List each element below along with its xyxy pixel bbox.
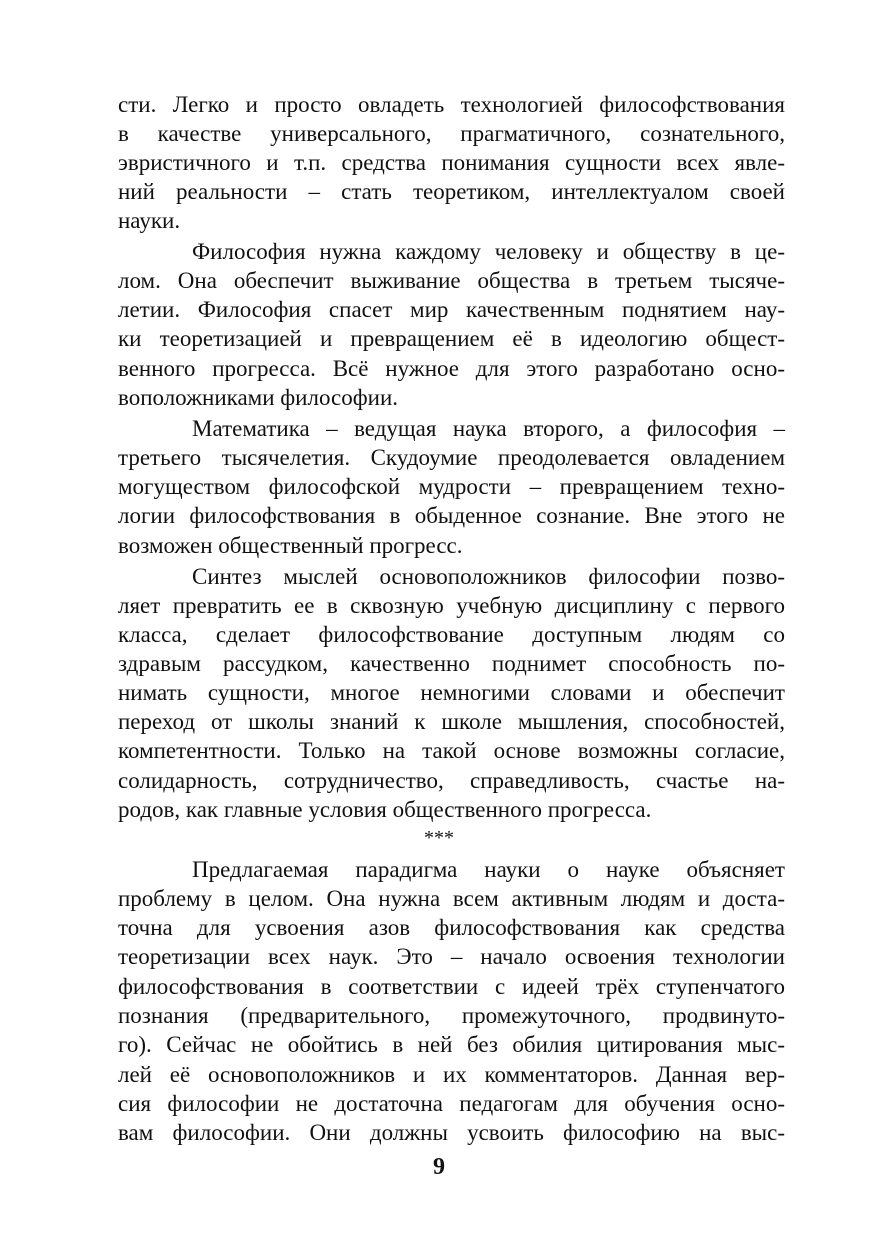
text-line: класса, сделает философствование доступным людям со bbox=[118, 622, 785, 647]
text-line: науки. bbox=[118, 208, 181, 233]
text-line: летии. Философия спасет мир качественным поднятием нау- bbox=[118, 297, 785, 322]
text-line: ки теоретизацией и превращением её в идеологию общест- bbox=[118, 326, 785, 351]
text-line: венного прогресса. Всё нужное для этого разработано осно- bbox=[118, 356, 785, 381]
text-line: воположниками философии. bbox=[118, 385, 399, 410]
text-line: третьего тысячелетия. Скудоумие преодолевается овладением bbox=[118, 445, 785, 470]
text-line: эвристичного и т.п. средства понимания сущности всех явле- bbox=[118, 150, 785, 175]
text-line: лом. Она обеспечит выживание общества в третьем тысяче- bbox=[118, 268, 785, 293]
text-line: здравым рассудком, качественно поднимет способность по- bbox=[118, 651, 785, 676]
text-line: Математика – ведущая наука второго, а философия – bbox=[192, 416, 785, 441]
text-line: сти. Легко и просто овладеть технологией философствования bbox=[118, 92, 785, 117]
text-line: солидарность, сотрудничество, справедливость, счастье на- bbox=[118, 768, 785, 793]
text-line: компетентности. Только на такой основе возможны согласие, bbox=[118, 738, 785, 763]
text-line: Синтез мыслей основоположников философии позво- bbox=[192, 564, 785, 589]
text-line: философствования в соответствии с идеей трёх ступенчатого bbox=[118, 974, 785, 999]
text-line: ляет превратить ее в сквозную учебную дисциплину с первого bbox=[118, 593, 785, 618]
text-line: в качестве универсального, прагматичного, сознательного, bbox=[118, 121, 785, 146]
text-line: переход от школы знаний к школе мышления, способностей, bbox=[118, 709, 785, 734]
text-line: нимать сущности, многое немногими словами и обеспечит bbox=[118, 680, 785, 705]
text-line: могуществом философской мудрости – превращением техно- bbox=[118, 474, 785, 499]
section-separator: *** bbox=[424, 827, 454, 849]
text-line: вам философии. Они должны усвоить философию на выс- bbox=[118, 1120, 785, 1145]
text-line: проблему в целом. Она нужна всем активным людям и доста- bbox=[118, 886, 785, 911]
page-number: 9 bbox=[433, 1154, 445, 1180]
text-line: возможен общественный прогресс. bbox=[118, 533, 463, 558]
text-line: сия философии не достаточна педагогам для обучения осно- bbox=[118, 1091, 785, 1116]
text-line: точна для усвоения азов философствования как средства bbox=[118, 915, 785, 940]
text-line: родов, как главные условия общественного прогресса. bbox=[118, 797, 652, 822]
text-line: ний реальности – стать теоретиком, интеллектуалом своей bbox=[118, 179, 785, 204]
text-line: Философия нужна каждому человеку и обществу в це- bbox=[192, 239, 785, 264]
text-line: лей её основоположников и их комментаторов. Данная вер- bbox=[118, 1062, 785, 1087]
text-line: познания (предварительного, промежуточного, продвинуто- bbox=[118, 1003, 785, 1028]
text-line: теоретизации всех наук. Это – начало освоения технологии bbox=[118, 944, 785, 969]
text-line: Предлагаемая парадигма науки о науке объясняет bbox=[192, 857, 785, 882]
text-line: го). Сейчас не обойтись в ней без обилия цитирования мыс- bbox=[118, 1032, 785, 1057]
text-line: логии философствования в обыденное сознание. Вне этого не bbox=[118, 503, 785, 528]
